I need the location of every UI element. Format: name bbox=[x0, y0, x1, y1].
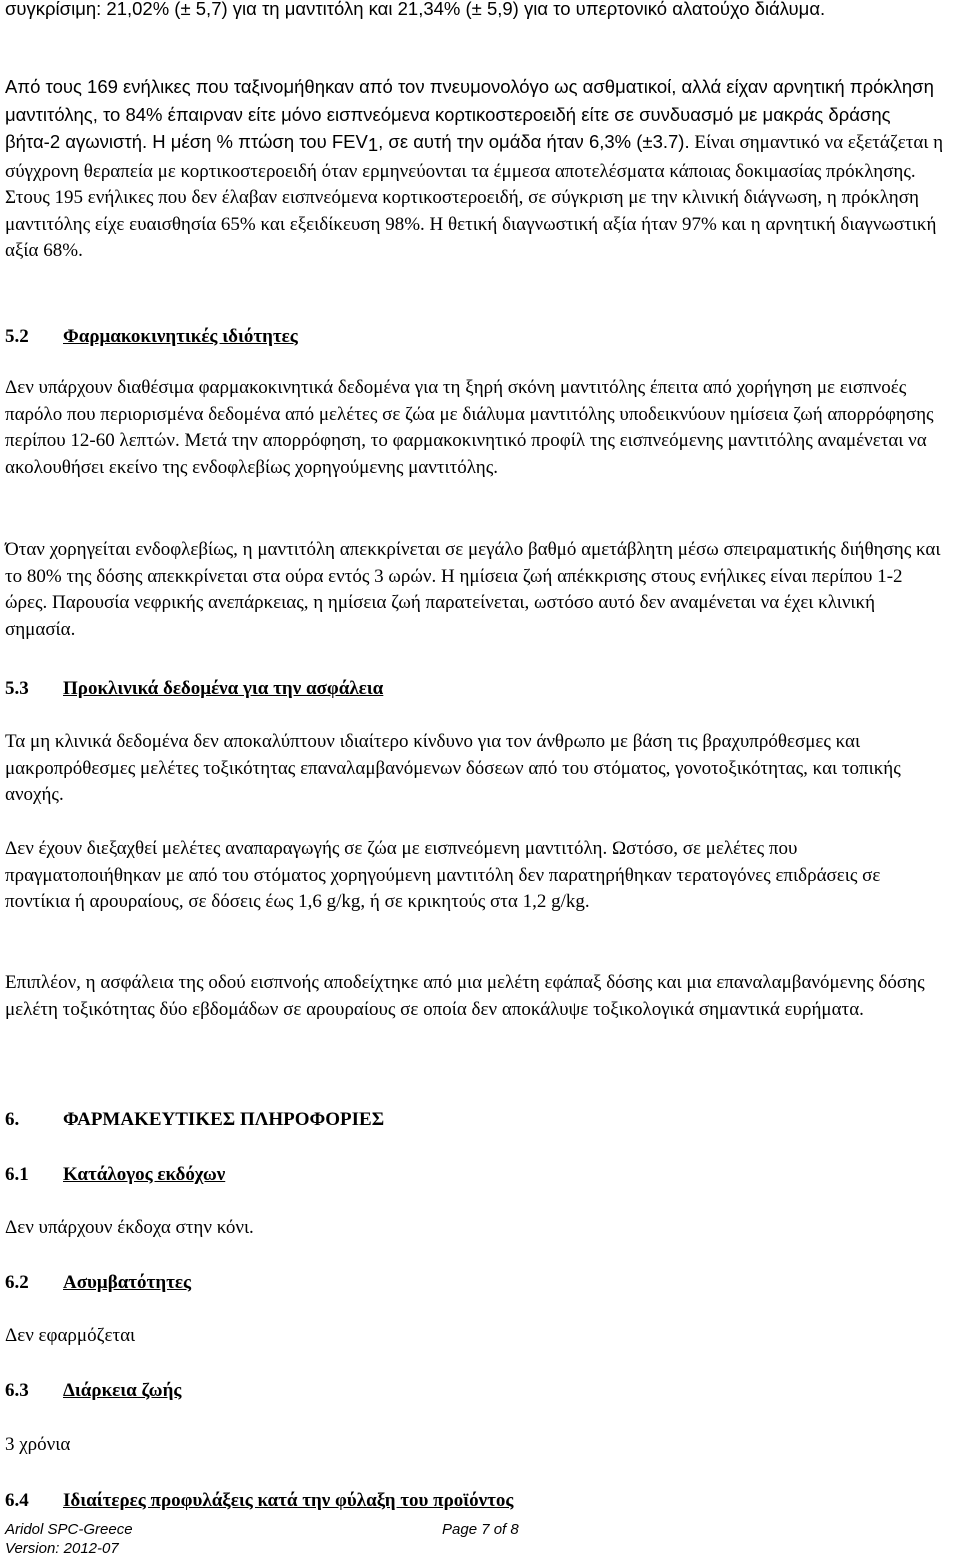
heading-number: 6.4 bbox=[5, 1490, 29, 1511]
paragraph-pharmacokinetics bbox=[5, 375, 945, 481]
heading-6-4 bbox=[5, 1488, 513, 1514]
heading-title: Διάρκεια ζωής bbox=[63, 1380, 182, 1401]
heading-title: Ασυμβατότητες bbox=[63, 1272, 191, 1293]
paragraph-text: Δεν έχουν διεξαχθεί μελέτες αναπαραγωγής σε ζώα με εισπνεόμενη μαντιτόλη. Ωστόσο, σε μελέτες που πραγματοποιήθηκαν με από του στόματος χορηγούμενη μαντιτόλη δεν παρατηρήθηκαν τερατογόνες επιδράσεις σε ποντίκια ή αρουραίους, σε δόσεις έως 1,6 g/kg, ή σε κρικητούς στα 1,2 g/kg. bbox=[5, 838, 881, 912]
heading-title: ΦΑΡΜΑΚΕΥΤΙΚΕΣ ΠΛΗΡΟΦΟΡΙΕΣ bbox=[63, 1109, 385, 1130]
heading-6-2 bbox=[5, 1270, 191, 1296]
heading-6-3 bbox=[5, 1378, 181, 1404]
heading-number: 5.3 bbox=[5, 678, 29, 699]
paragraph-incompatibilities bbox=[5, 1323, 945, 1350]
heading-5-2 bbox=[5, 324, 298, 350]
paragraph-text: 3 χρόνια bbox=[5, 1434, 71, 1455]
paragraph-shelf-life bbox=[5, 1432, 945, 1459]
paragraph-reproduction bbox=[5, 836, 945, 916]
heading-5-3 bbox=[5, 676, 383, 702]
heading-6-1 bbox=[5, 1162, 225, 1188]
heading-number: 6.3 bbox=[5, 1380, 29, 1401]
heading-number: 6.2 bbox=[5, 1272, 29, 1293]
paragraph-text: Δεν υπάρχουν έκδοχα στην κόνι. bbox=[5, 1217, 254, 1238]
paragraph-text: , σε αυτή την ομάδα ήταν 6,3% (±3.7). bbox=[378, 131, 690, 152]
page-footer-version bbox=[5, 1539, 955, 1558]
heading-number: 6.1 bbox=[5, 1164, 29, 1185]
footer-version: Version: 2012-07 bbox=[5, 1540, 119, 1557]
footer-page-number: Page 7 of 8 bbox=[442, 1521, 519, 1538]
footer-doc-name: Aridol SPC-Greece bbox=[5, 1521, 133, 1538]
paragraph-text: Δεν υπάρχουν διαθέσιμα φαρμακοκινητικά δεδομένα για τη ξηρή σκόνη μαντιτόλης έπειτα από χορήγηση με εισπνοές παρόλο που περιορισμένα δεδομένα από μελέτες σε ζώα με διάλυμα μαντιτόλης υποδεικνύουν ημίσεια ζωή απορρόφησης περίπου 12-60 λεπτών. Μετά την απορρόφηση, το φαρμακοκινητικό προφίλ της εισπνεόμενης μαντιτόλης αναμένεται να ακολουθήσει εκείνο της ενδοφλεβίως χορηγούμενης μαντιτόλης. bbox=[5, 377, 934, 478]
heading-title: Φαρμακοκινητικές ιδιότητες bbox=[63, 326, 298, 347]
heading-title: Ιδιαίτερες προφυλάξεις κατά την φύλαξη του προϊόντος bbox=[63, 1490, 514, 1511]
paragraph-results-comparison bbox=[5, 0, 945, 23]
heading-title: Κατάλογος εκδόχων bbox=[63, 1164, 226, 1185]
paragraph-excipients bbox=[5, 1215, 945, 1242]
heading-number: 6. bbox=[5, 1109, 20, 1130]
paragraph-text: Από τους 169 ενήλικες που ταξινομήθηκαν από τον πνευμονολόγο ως ασθματικοί, αλλά είχαν αρνητική πρόκληση μαντιτόλης, το 84% έπαιρναν είτε μόνο εισπνεόμενα κορτικοστεροειδή είτε σε συνδυασμό με μακράς δράσης βήτα-2 αγωνιστή. Η μέση % πτώση του FEV bbox=[5, 76, 934, 152]
paragraph-text: Στους 195 ενήλικες που δεν έλαβαν εισπνεόμενα κορτικοστεροειδή, σε σύγκριση με την κλινική διάγνωση, η πρόκληση μαντιτόλης είχε ευαισθησία 65% και εξειδίκευση 98%. Η θετική διαγνωστική αξία ήταν 97% και η αρνητική διαγνωστική αξία 68%. bbox=[5, 187, 937, 261]
paragraph-text: Τα μη κλινικά δεδομένα δεν αποκαλύπτουν ιδιαίτερο κίνδυνο για τον άνθρωπο με βάση τις βραχυπρόθεσμες και μακροπρόθεσμες μελέτες τοξικότητας επαναλαμβανόμενων δόσεων από του στόματος, γονοτοξικότητας, και τοπικής ανοχής. bbox=[5, 731, 901, 805]
heading-6 bbox=[5, 1107, 384, 1133]
heading-number: 5.2 bbox=[5, 326, 29, 347]
paragraph-inhalation-safety bbox=[5, 970, 945, 1023]
paragraph-nonclinical bbox=[5, 729, 945, 809]
paragraph-text: Όταν χορηγείται ενδοφλεβίως, η μαντιτόλη απεκκρίνεται σε μεγάλο βαθμό αμετάβλητη μέσω σπειραματικής διήθησης και το 80% της δόσης απεκκρίνεται στα ούρα εντός 3 ωρών. Η ημίσεια ζωή απέκκρισης στους ενήλικες είναι περίπου 1-2 ώρες. Παρουσία νεφρικής ανεπάρκειας, η ημίσεια ζωή παρατείνεται, ωστόσο αυτό δεν αναμένεται να έχει κλινική σημασία. bbox=[5, 539, 941, 640]
subscript: 1 bbox=[367, 134, 379, 155]
paragraph-text: συγκρίσιμη: 21,02% (± 5,7) για τη μαντιτόλη και 21,34% (± 5,9) για το υπερτονικό αλατούχο διάλυμα. bbox=[5, 0, 826, 19]
paragraph-text: Είναι σημαντικό να εξετάζεται η σύγχρονη θεραπεία με κορτικοστεροειδή όταν ερμηνεύονται τα έμμεσα αποτελέσματα κάποιας δοκιμασίας πρόκλησης. bbox=[5, 132, 944, 182]
page-footer bbox=[5, 1520, 955, 1539]
paragraph-text: Επιπλέον, η ασφάλεια της οδού εισπνοής αποδείχτηκε από μια μελέτη εφάπαξ δόσης και μια επαναλαμβανόμενης δόσης μελέτη τοξικότητας δύο εβδομάδων σε αρουραίους σε οποία δεν αποκάλυψε τοξικολογικά σημαντικά ευρήματα. bbox=[5, 972, 925, 1020]
paragraph-text: Δεν εφαρμόζεται bbox=[5, 1325, 136, 1346]
paragraph-adults-169 bbox=[5, 74, 945, 265]
paragraph-elimination bbox=[5, 537, 945, 643]
heading-title: Προκλινικά δεδομένα για την ασφάλεια bbox=[63, 678, 384, 699]
